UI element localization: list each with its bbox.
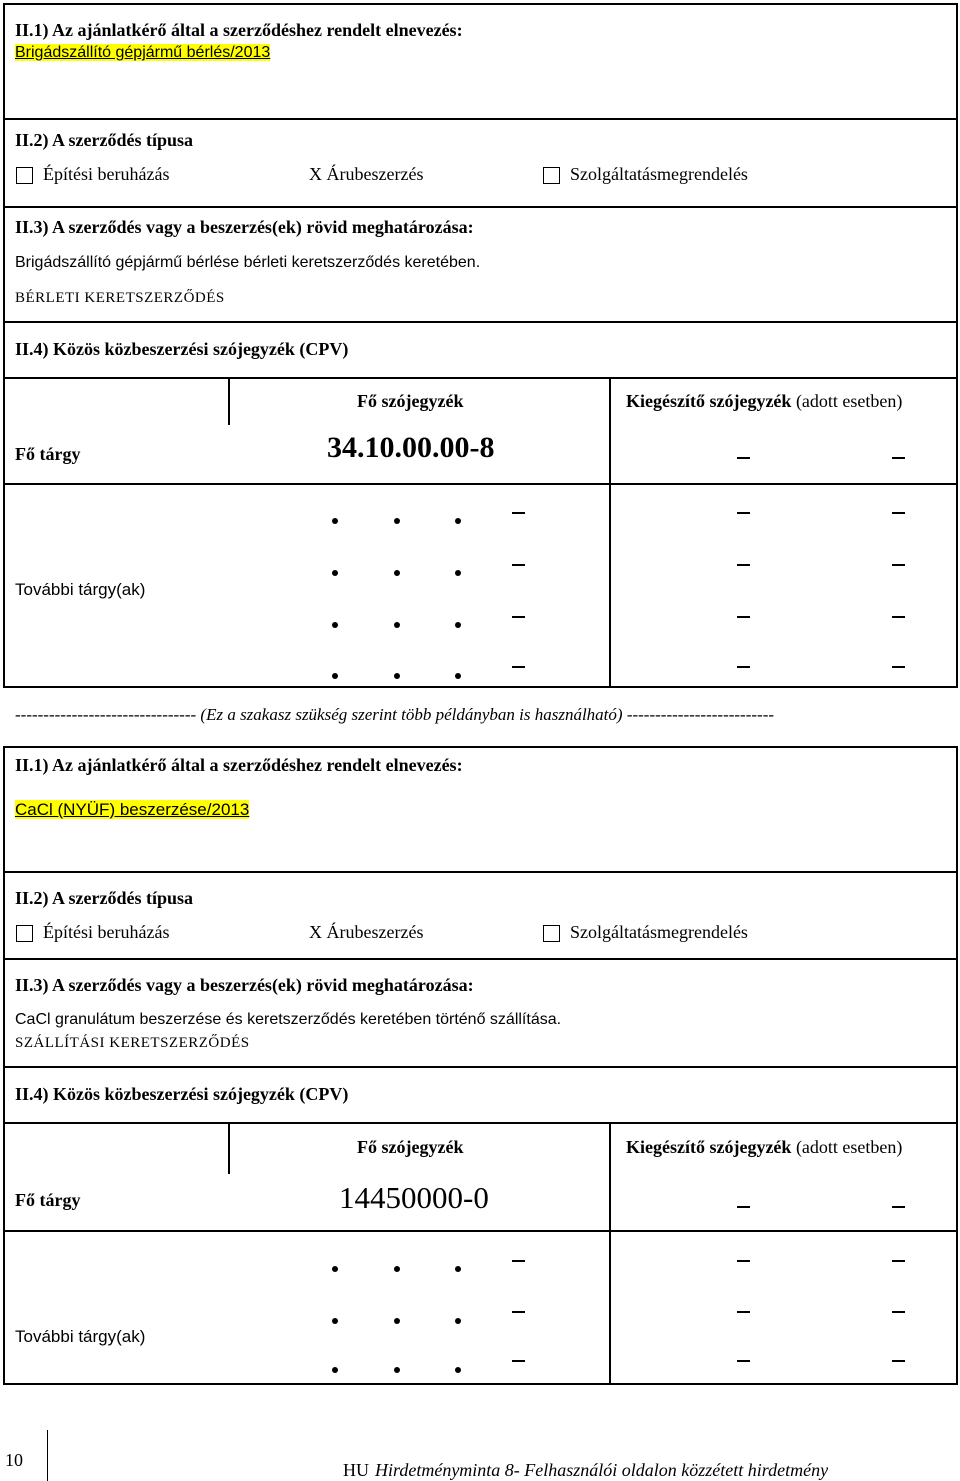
s2-supp-dash xyxy=(737,1360,750,1362)
s2-row-additional-label: További tárgy(ak) xyxy=(15,1327,146,1346)
s1-cpv-table-top xyxy=(3,377,958,379)
s2-cpv-row-divider xyxy=(3,1230,958,1232)
s2-dot xyxy=(455,1318,461,1324)
s2-supp-dash xyxy=(892,1360,905,1362)
s1-cpv-row-divider xyxy=(3,483,958,485)
s2-name-heading: II.1) Az ajánlatkérő által a szerződéshez rendelt elnevezés: xyxy=(15,755,463,775)
s1-main-dash xyxy=(512,512,525,514)
s2-type-box xyxy=(3,871,958,960)
s2-dot xyxy=(455,1266,461,1272)
s1-dot xyxy=(455,570,461,576)
s1-row-additional-label: További tárgy(ak) xyxy=(15,580,146,599)
s2-main-cpv-code: 14450000-0 xyxy=(339,1180,489,1215)
s2-description-caps: SZÁLLÍTÁSI KERETSZERZŐDÉS xyxy=(15,1035,250,1051)
s1-dot xyxy=(455,518,461,524)
s2-dot xyxy=(455,1367,461,1373)
s2-dot xyxy=(332,1367,338,1373)
footer-hu-label: HU xyxy=(343,1460,369,1480)
s2-supp-dash xyxy=(892,1311,905,1313)
s2-option-services: Szolgáltatásmegrendelés xyxy=(570,922,748,942)
s2-supp-dash xyxy=(737,1311,750,1313)
s1-col-supp-label: Kiegészítő szójegyzék (adott esetben) xyxy=(626,391,903,411)
s2-cpv-heading: II.4) Közös közbeszerzési szójegyzék (CPV) xyxy=(15,1084,349,1104)
s2-main-supp-dash-1 xyxy=(737,1206,750,1208)
s1-dot xyxy=(455,622,461,628)
s1-supp-dash xyxy=(737,666,750,668)
s1-supp-dash xyxy=(892,666,905,668)
s1-row-main-label: Fő tárgy xyxy=(15,444,81,464)
s2-option-supplies: X Árubeszerzés xyxy=(309,922,424,942)
s1-dot xyxy=(332,518,338,524)
s2-dot xyxy=(394,1266,400,1272)
s2-col-supp-label: Kiegészítő szójegyzék (adott esetben) xyxy=(626,1137,903,1157)
s1-description-heading: II.3) A szerződés vagy a beszerzés(ek) rövid meghatározása: xyxy=(15,217,474,237)
s1-col-main-label: Fő szójegyzék xyxy=(357,391,464,411)
s1-supp-dash xyxy=(737,564,750,566)
s1-checkbox-services[interactable] xyxy=(543,167,560,184)
separator-left-dashes: -------------------------------- xyxy=(15,705,197,724)
s1-cpv-col-divider-2 xyxy=(609,377,611,688)
s2-dot xyxy=(332,1318,338,1324)
s1-description-caps: BÉRLETI KERETSZERZŐDÉS xyxy=(15,290,225,306)
s2-cpv-box xyxy=(3,1066,958,1385)
s2-description-text: CaCl granulátum beszerzése és keretszerződés keretében történő szállítása. xyxy=(15,1011,562,1028)
s1-description-text: Brigádszállító gépjármű bérlése bérleti keretszerződés keretében. xyxy=(15,254,481,271)
s2-description-heading: II.3) A szerződés vagy a beszerzés(ek) rövid meghatározása: xyxy=(15,975,474,995)
s2-cpv-col-divider-1 xyxy=(228,1122,230,1174)
s1-main-supp-dash-1 xyxy=(737,457,750,459)
s1-option-supplies: X Árubeszerzés xyxy=(309,164,424,184)
separator-text: (Ez a szakasz szükség szerint több példányban is használható) xyxy=(200,705,623,724)
section-separator xyxy=(15,705,774,725)
s2-main-supp-dash-2 xyxy=(892,1206,905,1208)
s1-supp-dash xyxy=(737,512,750,514)
s1-dot xyxy=(332,673,338,679)
s1-main-dash xyxy=(512,666,525,668)
s2-main-dash xyxy=(512,1360,525,1362)
s2-cpv-col-divider-2 xyxy=(609,1122,611,1385)
s1-supp-dash xyxy=(892,616,905,618)
s1-option-services: Szolgáltatásmegrendelés xyxy=(570,164,748,184)
s2-dot xyxy=(394,1367,400,1373)
s2-dot xyxy=(394,1318,400,1324)
s2-main-dash xyxy=(512,1260,525,1262)
s1-dot xyxy=(394,570,400,576)
s2-dot xyxy=(332,1266,338,1272)
s1-contract-name: Brigádszállító gépjármű bérlés/2013 xyxy=(15,44,271,61)
s2-row-main-label: Fő tárgy xyxy=(15,1190,81,1210)
s1-dot xyxy=(394,622,400,628)
s1-cpv-col-divider-1 xyxy=(228,377,230,425)
s1-supp-dash xyxy=(892,512,905,514)
s2-cpv-table-top xyxy=(3,1122,958,1124)
footer-divider xyxy=(47,1430,48,1481)
s1-dot xyxy=(332,570,338,576)
s1-supp-dash xyxy=(892,564,905,566)
s1-option-works: Építési beruházás xyxy=(43,164,170,184)
s1-checkbox-works[interactable] xyxy=(16,167,33,184)
s2-supp-dash xyxy=(892,1260,905,1262)
s1-dot xyxy=(332,622,338,628)
s1-dot xyxy=(455,673,461,679)
s1-name-heading: II.1) Az ajánlatkérő által a szerződéshez rendelt elnevezés: xyxy=(15,20,463,40)
s1-main-dash xyxy=(512,616,525,618)
s1-main-cpv-code: 34.10.00.00-8 xyxy=(327,431,495,464)
footer-page-number: 10 xyxy=(5,1450,23,1470)
s1-main-dash xyxy=(512,564,525,566)
s1-dot xyxy=(394,673,400,679)
s2-checkbox-services[interactable] xyxy=(543,925,560,942)
s2-checkbox-works[interactable] xyxy=(16,925,33,942)
s2-option-works: Építési beruházás xyxy=(43,922,170,942)
separator-right-dashes: -------------------------- xyxy=(626,705,775,724)
s1-type-heading: II.2) A szerződés típusa xyxy=(15,130,194,150)
footer-title: Hirdetményminta 8- Felhasználói oldalon közzétett hirdetmény xyxy=(375,1460,829,1480)
s1-cpv-heading: II.4) Közös közbeszerzési szójegyzék (CPV) xyxy=(15,339,349,359)
s2-col-main-label: Fő szójegyzék xyxy=(357,1137,464,1157)
s1-dot xyxy=(394,518,400,524)
s2-type-heading: II.2) A szerződés típusa xyxy=(15,888,194,908)
s2-main-dash xyxy=(512,1311,525,1313)
s1-supp-dash xyxy=(737,616,750,618)
s2-contract-name: CaCl (NYÜF) beszerzése/2013 xyxy=(15,800,250,819)
s1-main-supp-dash-2 xyxy=(892,457,905,459)
s2-supp-dash xyxy=(737,1260,750,1262)
